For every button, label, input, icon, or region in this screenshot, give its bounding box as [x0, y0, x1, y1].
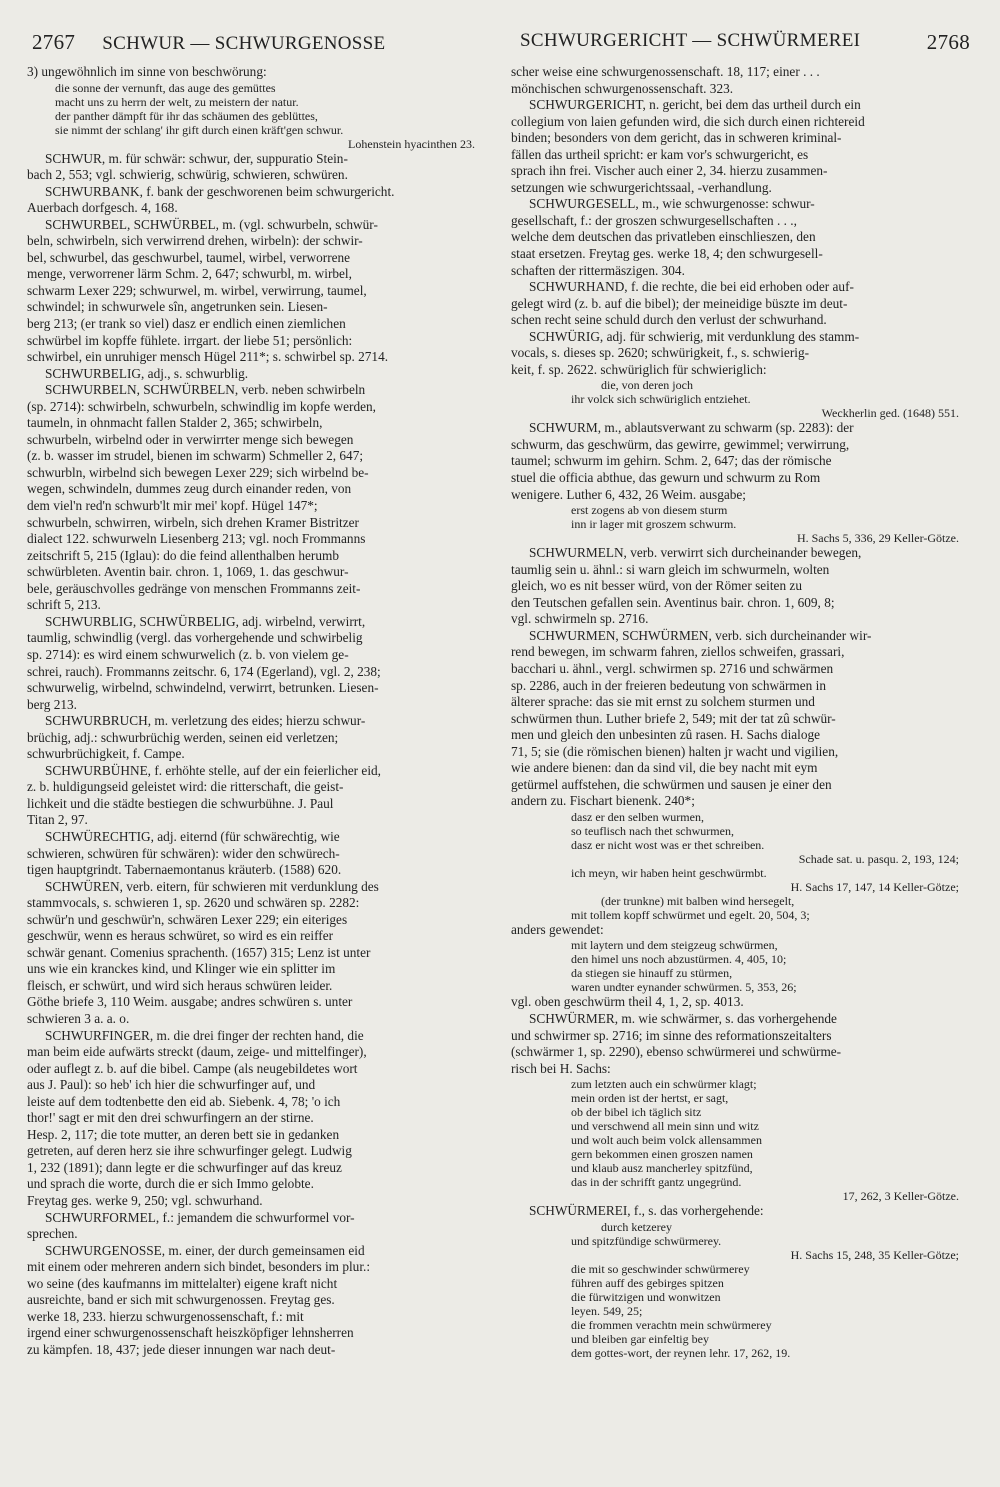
text-line: getreten, auf deren herz sie ihre schwurfinger gelegt. Ludwig: [27, 1143, 352, 1159]
entry-headword-line: SCHWÜRECHTIG, adj. eiternd (für schwärechtig, wie: [45, 828, 340, 844]
text-line: und schwirmer sp. 2716; im sinne des reformationszeitalters: [511, 1027, 832, 1043]
text-line: stuel die officia abthue, das gewurn und schwurm zu Rom: [511, 470, 821, 486]
quotation-line: mit tollem kopff schwürmet und egelt. 20, 504, 3;: [571, 907, 810, 922]
text-line: wenigere. Luther 6, 432, 26 Weim. ausgabe;: [511, 486, 747, 502]
text-line: geschwür, wenn es heraus schwüret, so wird es ein reiffer: [27, 928, 334, 944]
quotation-line: ich meyn, wir haben heint geschwürmbt.: [571, 865, 767, 880]
text-line: lichkeit und die städte bestiegen die schwurbühne. J. Paul: [27, 795, 334, 811]
text-line: schrei, rauch). Frommanns zeitschr. 6, 174 (Egerland), vgl. 2, 238;: [27, 663, 381, 679]
quotation-line: gern bekommen einen groszen namen: [571, 1147, 753, 1162]
text-line: brüchig, adj.: schwurbrüchig werden, seinen eid verletzen;: [27, 729, 339, 745]
text-line: sp. 2286, auch in der freieren bedeutung von schwärmen in: [511, 677, 826, 693]
text-line: vgl. schwirmeln sp. 2716.: [511, 611, 649, 627]
citation-source: Weckherlin ged. (1648) 551.: [821, 406, 959, 421]
text-line: men und gleich den unbesinten zû rasen. H. Sachs dialoge: [511, 727, 821, 743]
text-line: gelegt wird (z. b. auf die bibel); der meineidige büszte im deut-: [511, 295, 848, 311]
quotation-line: dasz er nicht wost was er thet schreiben.: [571, 837, 765, 852]
text-line: irgend einer schwurgenossenschaft heiszköpfiger lehnsherren: [27, 1325, 354, 1341]
text-line: Freytag ges. werke 9, 250; vgl. schwurhand.: [27, 1193, 263, 1208]
text-line: schwieren 3 a. a. o.: [27, 1010, 130, 1026]
quotation-line: macht uns zu herrn der welt, zu meistern der natur.: [55, 94, 299, 109]
quotation-line: ob der bibel ich täglich sitz: [571, 1105, 702, 1120]
text-line: schwurwelig, wirbelnd, schwindelnd, verwirrt, betrunken. Liesen-: [27, 680, 379, 696]
text-line: ausreichte, band er sich mit schwurgenossen. Freytag ges.: [27, 1292, 335, 1308]
quotation-line: da stiegen sie hinauff zu stürmen,: [571, 966, 733, 981]
entry-headword-line: SCHWURBELIG, adj., s. schwurblig.: [45, 365, 249, 381]
quotation-line: mein orden ist der hertst, er sagt,: [571, 1091, 729, 1106]
quotation-line: ihr volck sich schwüriglich entziehet.: [571, 392, 751, 407]
quotation-line: die fürwitzigen und wonwitzen: [571, 1289, 721, 1304]
left-running-title: SCHWUR — SCHWURGENOSSE: [102, 33, 386, 54]
text-line: berg 213.: [27, 696, 77, 712]
text-line: gesellschaft, f.: der groszen schwurgesellschaften . . .,: [511, 212, 797, 228]
text-line: menge, verworrener lärm Schm. 2, 647; schwurbl, m. wirbel,: [27, 266, 352, 282]
text-line: 71, 5; sie (die römischen bienen) halten jr wacht und vigilien,: [511, 743, 839, 759]
text-line: wie andere bienen: dan da sind vil, die bey nacht mit eym: [511, 760, 818, 776]
quotation-line: und wolt auch beim volck allensammen: [571, 1133, 762, 1148]
quotation-line: so teuflisch nach thet schwurmen,: [571, 823, 734, 838]
text-line: schwurbln, wirbelnd sich bewegen Lexer 229; sich wirbelnd be-: [27, 464, 369, 480]
quotation-line: das in der schrifft gantz ungegründ.: [571, 1175, 742, 1190]
quotation-line: und verschwend all mein sinn und witz: [571, 1119, 759, 1134]
text-line: getürmel auffstehen, die schwürmen und sausen je einer den: [511, 776, 832, 792]
text-line: sprechen.: [27, 1226, 78, 1242]
right-running-title: SCHWURGERICHT — SCHWÜRMEREI: [520, 30, 861, 51]
text-line: oder auflegt z. b. auf die bibel. Campe (als neugebildetes wort: [27, 1060, 358, 1076]
text-line: mönchischen schwurgenossenschaft. 323.: [511, 80, 734, 96]
text-line: wo seine (des kaufmanns im mittelalter) eigene kraft nicht: [27, 1275, 338, 1291]
citation-source: H. Sachs 17, 147, 14 Keller-Götze;: [790, 879, 959, 894]
entry-headword-line: SCHWÜRMEREI, f., s. das vorhergehende:: [529, 1203, 764, 1219]
text-line: anders gewendet:: [511, 921, 604, 937]
quotation-line: der panther dämpft für ihr das schäumen des geblüttes,: [55, 108, 318, 123]
citation-source: 17, 262, 3 Keller-Götze.: [842, 1189, 959, 1204]
text-line: binden; besonders von dem gericht, das in schweren kriminal-: [511, 130, 842, 146]
text-line: schwindel; in schwurwele sîn, angetrunken sein. Liesen-: [27, 299, 328, 315]
entry-headword-line: SCHWURFINGER, m. die drei finger der rechten hand, die: [45, 1027, 364, 1043]
entry-headword-line: SCHWURFORMEL, f.: jemandem die schwurformel vor-: [45, 1209, 355, 1225]
entry-headword-line: SCHWÜRMER, m. wie schwärmer, s. das vorhergehende: [529, 1010, 837, 1026]
text-line: mit einem oder mehreren andern sich bindet, besonders im plur.:: [27, 1259, 371, 1275]
quotation-line: führen auff des gebirges spitzen: [571, 1275, 724, 1290]
text-line: bele, geräuschvolles gedränge von menschen Frommanns zeit-: [27, 580, 361, 596]
quotation-line: sie nimmt der schlang' ihr gift durch einen kräft'gen schwur.: [55, 122, 344, 137]
text-line: dialect 122. schwurweln Liesenberg 213; vgl. noch Frommanns: [27, 531, 366, 547]
right-column: [511, 64, 969, 1360]
text-line: taumeln, in ohnmacht fallen Stalder 2, 365; schwirbeln,: [27, 415, 323, 431]
text-line: taumel; schwurm im gehirn. Schm. 2, 647; das der römische: [511, 453, 832, 469]
citation-source: Schade sat. u. pasqu. 2, 193, 124;: [798, 851, 959, 866]
text-line: sprach ihn frei. Vischer auch einer 2, 34. hierzu zusammen-: [511, 163, 828, 179]
quotation-line: dem gottes-wort, der reynen lehr. 17, 262, 19.: [571, 1345, 791, 1360]
text-line: (z. b. wasser im strudel, bienen im schwarm) Schmeller 2, 647;: [27, 448, 364, 464]
text-line: vgl. oben geschwürm theil 4, 1, 2, sp. 4013.: [511, 994, 744, 1010]
text-line: Auerbach dorfgesch. 4, 168.: [27, 200, 178, 216]
entry-headword-line: SCHWÜREN, verb. eitern, für schwieren mit verdunklung des: [45, 878, 379, 894]
entry-headword-line: SCHWURM, m., ablautsverwant zu schwarm (sp. 2283): der: [529, 420, 854, 436]
text-line: schwurbrüchigkeit, f. Campe.: [27, 746, 185, 762]
text-line: scher weise eine schwurgenossenschaft. 18, 117; einer . . .: [511, 64, 820, 79]
text-line: aus J. Paul): so heb' ich hier die schwurfinger auf, und: [27, 1077, 316, 1093]
text-line: schrift 5, 213.: [27, 597, 101, 613]
text-line: gleich, wo es nit besser würd, von der Römer seiten zu: [511, 578, 802, 594]
entry-headword-line: SCHWÜRIG, adj. für schwierig, mit verdunklung des stamm-: [529, 328, 860, 344]
entry-headword-line: SCHWURGERICHT, n. gericht, bei dem das urtheil durch ein: [529, 97, 861, 113]
citation-source: H. Sachs 15, 248, 35 Keller-Götze;: [790, 1247, 959, 1262]
left-page-header: [32, 30, 472, 60]
text-line: schen recht seine schuld durch den verlust der schwurhand.: [511, 312, 827, 328]
quotation-line: die mit so geschwinder schwürmerey: [571, 1261, 750, 1276]
text-line: schwürbleten. Aventin bair. chron. 1, 1069, 1. das geschwur-: [27, 564, 349, 580]
text-line: taumlig sein u. ähnl.: si warn gleich im schwurmeln, wolten: [511, 561, 830, 577]
text-line: setzungen wie schwurgerichtssaal, -verhandlung.: [511, 179, 772, 195]
text-line: Göthe briefe 3, 110 Weim. ausgabe; andres schwüren s. unter: [27, 994, 353, 1010]
text-line: bacchari u. ähnl., vergl. schwirmen sp. 2716 und schwärmen: [511, 660, 834, 676]
text-line: berg 213; (er trank so viel) dasz er endlich einen ziemlichen: [27, 316, 346, 332]
right-page-number: 2768: [926, 30, 970, 54]
quotation-line: (der trunkne) mit balben wind hersegelt,: [601, 893, 795, 908]
quotation-line: und klaub ausz mancherley spitzfünd,: [571, 1161, 753, 1176]
right-page-header: [520, 30, 970, 60]
quotation-line: dasz er den selben wurmen,: [571, 809, 704, 824]
text-line: risch bei H. Sachs:: [511, 1060, 611, 1076]
text-line: schwurm, das geschwürm, das gewirre, gewimmel; verwirrung,: [511, 436, 850, 452]
entry-headword-line: SCHWURBANK, f. bank der geschworenen beim schwurgericht.: [45, 183, 395, 199]
text-line: schwär genant. Comenius sprachenth. (1657) 315; Lenz ist unter: [27, 944, 371, 960]
text-line: schwür'n und geschwür'n, schwären Lexer 229; ein eiteriges: [27, 911, 348, 927]
quotation-line: inn ir lager mit groszem schwurm.: [571, 517, 737, 532]
text-line: bel, schwurbel, das geschwurbel, taumel, wirbel, verworrene: [27, 249, 351, 265]
text-line: schwürmen thun. Luther briefe 2, 549; mit der tat zû schwür-: [511, 710, 836, 726]
text-line: man beim eide aufwärts streckt (daum, zeige- und mittelfinger),: [27, 1044, 367, 1060]
entry-headword-line: SCHWURGENOSSE, m. einer, der durch gemeinsamen eid: [45, 1242, 365, 1258]
text-line: schwurbeln, wirbelnd oder in verwirrter menge sich bewegen: [27, 431, 354, 447]
text-line: schwarm Lexer 229; schwurwel, m. wirbel, verwirrung, taumel,: [27, 282, 367, 298]
text-line: sp. 2714): es wird einem schwurwelich (z. b. von vielem ge-: [27, 646, 349, 662]
text-line: andern zu. Fischart bienenk. 240*;: [511, 793, 695, 809]
quotation-line: waren undter eynander schwürmen. 5, 353, 26;: [571, 980, 797, 995]
entry-headword-line: SCHWURBLIG, SCHWÜRBELIG, adj. wirbelnd, verwirrt,: [45, 613, 366, 629]
quotation-line: zum letzten auch ein schwürmer klagt;: [571, 1077, 757, 1092]
entry-headword-line: SCHWURGESELL, m., wie schwurgenosse: schwur-: [529, 196, 815, 212]
text-line: älterer sprache: das sie mit ernst zu solchem sturmen und: [511, 694, 815, 710]
quotation-line: mit laytern und dem steigzeug schwürmen,: [571, 938, 778, 953]
left-page-number: 2767: [32, 30, 76, 54]
quotation-line: leyen. 549, 25;: [571, 1303, 643, 1318]
text-line: zu kämpfen. 18, 437; jede dieser innungen war nach deut-: [27, 1341, 336, 1357]
text-line: uns wie ein kranckes kind, und Klinger wie ein splitter im: [27, 961, 336, 977]
quotation-line: erst zogens ab von diesem sturm: [571, 503, 728, 518]
text-line: rend bewegen, im schwarm fahren, ziellos schweifen, grassari,: [511, 644, 845, 660]
entry-headword-line: SCHWURBÜHNE, f. erhöhte stelle, auf der ein feierlicher eid,: [45, 762, 382, 778]
text-line: fällen das urtheil spricht: er kam vor's schwurgericht, es: [511, 146, 809, 162]
text-line: wegen, schwindeln, dummes zeug durch einander reden, von: [27, 481, 352, 497]
quotation-line: den himel uns noch abzustürmen. 4, 405, 10;: [571, 952, 787, 967]
quotation-line: die frommen verachtn mein schwürmerey: [571, 1317, 772, 1332]
text-line: welche dem deutschen das privatleben einschlieszen, den: [511, 229, 816, 245]
entry-headword-line: SCHWURBEL, SCHWÜRBEL, m. (vgl. schwurbeln, schwür-: [45, 216, 378, 232]
quotation-line: und bleiben gar einfeltig bey: [571, 1331, 709, 1346]
entry-headword-line: SCHWURMEN, SCHWÜRMEN, verb. sich durcheinander wir-: [529, 627, 872, 643]
text-line: Titan 2, 97.: [27, 812, 88, 828]
citation-source: Lohenstein hyacinthen 23.: [348, 136, 475, 151]
text-line: schwirbel, ein unruhiger mensch Hügel 211*; s. schwirbel sp. 2714.: [27, 349, 389, 365]
text-line: zeitschrift 5, 215 (Iglau): do die feind allenthalben herumb: [27, 547, 340, 563]
quotation-line: und spitzfündige schwürmerey.: [571, 1233, 722, 1248]
citation-source: H. Sachs 5, 336, 29 Keller-Götze.: [796, 531, 959, 546]
text-line: taumlig, schwindlig (vergl. das vorhergehende und schwirbelig: [27, 630, 363, 646]
entry-headword-line: SCHWURBELN, SCHWÜRBELN, verb. neben schwirbeln: [45, 382, 366, 398]
text-line: staat ersetzen. Freytag ges. werke 18, 4; den schwurgesell-: [511, 246, 823, 262]
text-line: bach 2, 553; vgl. schwierig, schwürig, schwieren, schwüren.: [27, 167, 348, 183]
text-line: z. b. huldigungseid geleistet wird: die ritterschaft, die geist-: [27, 779, 344, 795]
text-line: schwurbeln, schwirren, wirbeln, sich drehen Kramer Bistritzer: [27, 514, 359, 530]
text-line: schwürbel im kopffe fühlete. irrgart. der liebe 51; persönlich:: [27, 332, 353, 348]
text-line: (sp. 2714): schwirbeln, schwurbeln, schwindlig im kopfe werden,: [27, 398, 376, 414]
text-line: dem viel'n red'n schwurb'lt mir mei' kopf. Hügel 147*;: [27, 498, 318, 514]
text-line: beln, schwirbeln, sich verwirrend drehen, wirbeln): der schwir-: [27, 233, 363, 249]
text-line: leiste auf dem todtenbette den eid ab. Siebenk. 4, 78; 'o ich: [27, 1093, 341, 1109]
text-line: fleisch, er schwürt, und wird sich heraus schwüren leider.: [27, 977, 333, 993]
text-line: werke 18, 233. hierzu schwurgenossenschaft, f.: mit: [27, 1308, 304, 1324]
text-line: collegium von laien gefunden wird, die sich durch einen richtereid: [511, 113, 865, 129]
entry-headword-line: SCHWUR, m. für schwär: schwur, der, suppuratio Stein-: [45, 150, 348, 166]
left-column: [27, 64, 485, 1358]
text-line: tigen hauptgrindt. Tabernaemontanus kräuterb. (1588) 620.: [27, 862, 342, 878]
entry-headword-line: SCHWURHAND, f. die rechte, die bei eid erhoben oder auf-: [529, 279, 854, 295]
entry-headword-line: SCHWURBRUCH, m. verletzung des eides; hierzu schwur-: [45, 713, 366, 729]
quotation-line: die sonne der vernunft, das auge des gemüttes: [55, 80, 276, 95]
text-line: keit, f. sp. 2622. schwüriglich für schwieriglich:: [511, 361, 767, 377]
text-line: 1, 232 (1891); dann legte er die schwurfinger auf das kreuz: [27, 1159, 342, 1175]
text-line: schaften der rittermäszigen. 304.: [511, 262, 685, 278]
text-line: den Teutschen gefallen sein. Aventinus bair. chron. 1, 609, 8;: [511, 594, 835, 610]
text-line: 3) ungewöhnlich im sinne von beschwörung:: [27, 64, 267, 79]
text-line: thor!' sagt er mit den drei schwurfingern an der stirne.: [27, 1110, 314, 1126]
quotation-line: durch ketzerey: [601, 1219, 672, 1234]
text-line: Hesp. 2, 117; die tote mutter, an deren bett sie in gedanken: [27, 1126, 340, 1142]
text-line: vocals, s. dieses sp. 2620; schwürigkeit, f., s. schwierig-: [511, 345, 810, 361]
text-line: (schwärmer 1, sp. 2290), ebenso schwürmerei und schwürme-: [511, 1044, 842, 1060]
quotation-line: die, von deren joch: [601, 378, 693, 393]
entry-headword-line: SCHWURMELN, verb. verwirrt sich durcheinander bewegen,: [529, 545, 862, 561]
text-line: schwieren, schwüren für schwären): wider den schwürech-: [27, 845, 340, 861]
text-line: stammvocals, s. schwieren 1, sp. 2620 und schwären sp. 2282:: [27, 895, 360, 911]
text-line: und sprach die worte, durch die er sich Immo gelobte.: [27, 1176, 314, 1192]
